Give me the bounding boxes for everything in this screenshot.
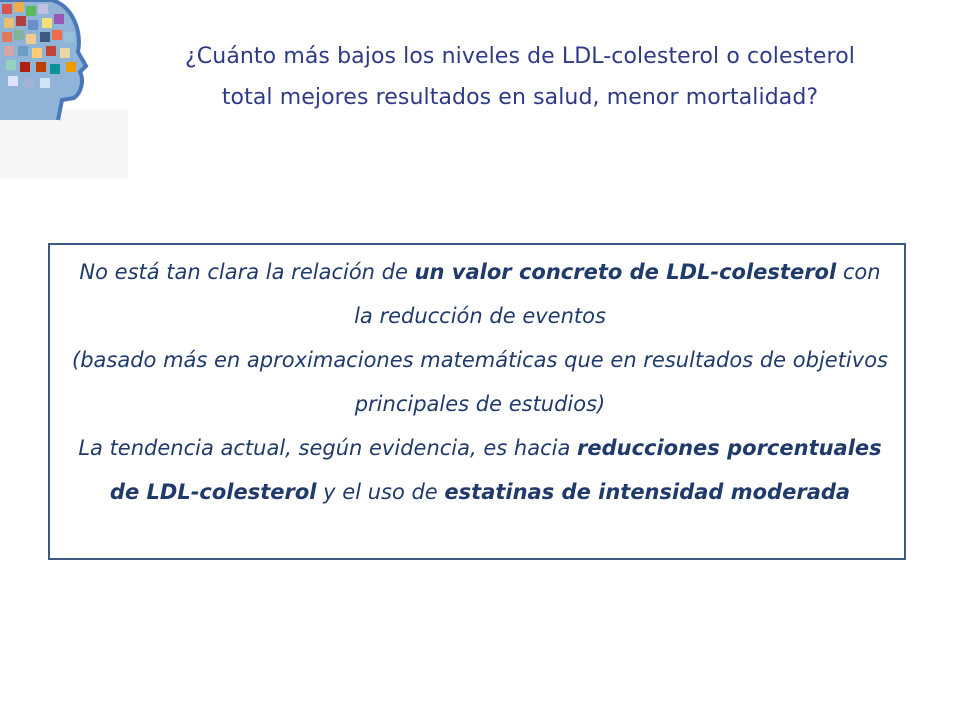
paragraph-1-text-b: con la reducción de eventos bbox=[354, 260, 881, 328]
title-line-1: ¿Cuánto más bajos los niveles de LDL-colesterol o colesterol bbox=[185, 44, 855, 69]
paragraph-1-emphasis: un valor concreto de LDL-colesterol bbox=[414, 260, 837, 284]
title-line-2: total mejores resultados en salud, menor mortalidad? bbox=[221, 85, 819, 110]
paragraph-3-emphasis-1: reducciones porcentuales de LDL-colesterol bbox=[109, 436, 882, 504]
paragraph-2: (basado más en aproximaciones matemáticas que en resultados de objetivos principales de estudios) bbox=[72, 348, 888, 416]
paragraph-1 bbox=[70, 250, 890, 338]
paragraph-3-text-a: La tendencia actual, según evidencia, es hacia bbox=[78, 436, 577, 460]
paragraph-3-text-b: y el uso de bbox=[316, 480, 445, 504]
slide-title bbox=[105, 36, 935, 118]
highlight-box-content bbox=[70, 250, 890, 514]
paragraph-3-emphasis-2: estatinas de intensidad moderada bbox=[444, 480, 851, 504]
paragraph-1-text-a: No está tan clara la relación de bbox=[79, 260, 415, 284]
paragraph-3 bbox=[70, 426, 890, 514]
